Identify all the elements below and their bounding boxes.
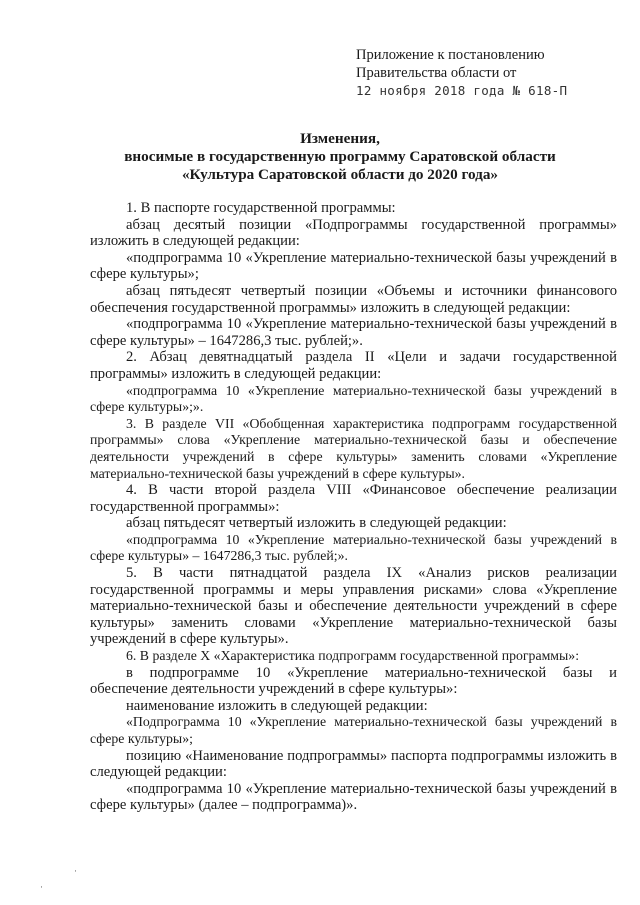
paragraph-item-4: 4. В части второй раздела VIII «Финансовое обеспечение реализации государственной программы»: (90, 482, 617, 515)
scan-speck: · (40, 882, 43, 892)
document-title (90, 130, 590, 184)
paragraph-quote: «подпрограмма 10 «Укрепление материально-технической базы учреждений в сфере культуры» – 1647286,3 тыс. рублей;». (90, 531, 617, 564)
paragraph-item-6: 6. В разделе X «Характеристика подпрограмм государственной программы»: (126, 648, 580, 664)
paragraph: абзац пятьдесят четвертый изложить в следующей редакции: (126, 515, 507, 532)
paragraph-item-1: 1. В паспорте государственной программы: (126, 200, 396, 216)
paragraph-item-3: 3. В разделе VII «Обобщенная характеристика подпрограмм государственной программы» слова «Укрепление материально-технической базы и обеспечение деятельности учреждений в сфере культуры» заменить словами «Укрепление материально-технической базы учреждений в сфере культуры». (90, 415, 617, 481)
paragraph: абзац десятый позиции «Подпрограммы государственной программы» изложить в следующей редакции: (90, 216, 617, 250)
paragraph: наименование изложить в следующей редакции: (126, 697, 428, 714)
appendix-line-2: Правительства области от (356, 64, 517, 81)
paragraph-quote: «подпрограмма 10 «Укрепление материально-технической базы учреждений в сфере культуры» – 1647286,3 тыс. рублей;». (90, 316, 617, 349)
title-line-1: Изменения, (300, 130, 380, 147)
paragraph-quote: «подпрограмма 10 «Укрепление материально-технической базы учреждений в сфере культуры» (далее – подпрограмма)». (90, 780, 617, 814)
paragraph-item-2: 2. Абзац девятнадцатый раздела II «Цели и задачи государственной программы» изложить в следующей редакции: (90, 349, 617, 382)
title-line-2: вносимые в государственную программу Саратовской области (124, 148, 556, 165)
paragraph-quote: «подпрограмма 10 «Укрепление материально-технической базы учреждений в сфере культуры»; (90, 249, 617, 283)
paragraph-quote: «подпрограмма 10 «Укрепление материально-технической базы учреждений в сфере культуры»;». (90, 382, 617, 415)
appendix-line-1: Приложение к постановлению (356, 47, 545, 63)
scan-speck: · (74, 866, 77, 876)
paragraph-quote: «Подпрограмма 10 «Укрепление материально-технической базы учреждений в сфере культуры»; (90, 714, 617, 746)
paragraph: абзац пятьдесят четвертый позиции «Объемы и источники финансового обеспечения государственной программы» изложить в следующей редакции: (90, 282, 617, 316)
paragraph: позицию «Наименование подпрограммы» паспорта подпрограммы изложить в следующей редакции: (90, 747, 617, 781)
appendix-header (356, 47, 626, 100)
paragraph: в подпрограмме 10 «Укрепление материально-технической базы и обеспечение деятельности учреждений в сфере культуры»: (90, 664, 617, 698)
paragraph-item-5: 5. В части пятнадцатой раздела IX «Анализ рисков реализации государственной программы и меры управления рисками» слова «Укрепление материально-технической базы и обеспечение деятельности учреждений в сфере культуры» заменить словами «Укрепление материально-технической базы учреждений в сфере культуры». (90, 565, 617, 648)
title-line-3: «Культура Саратовской области до 2020 года» (181, 166, 499, 183)
appendix-date-line: 12 ноября 2018 года № 618-П (356, 83, 568, 98)
document-body (90, 200, 617, 814)
